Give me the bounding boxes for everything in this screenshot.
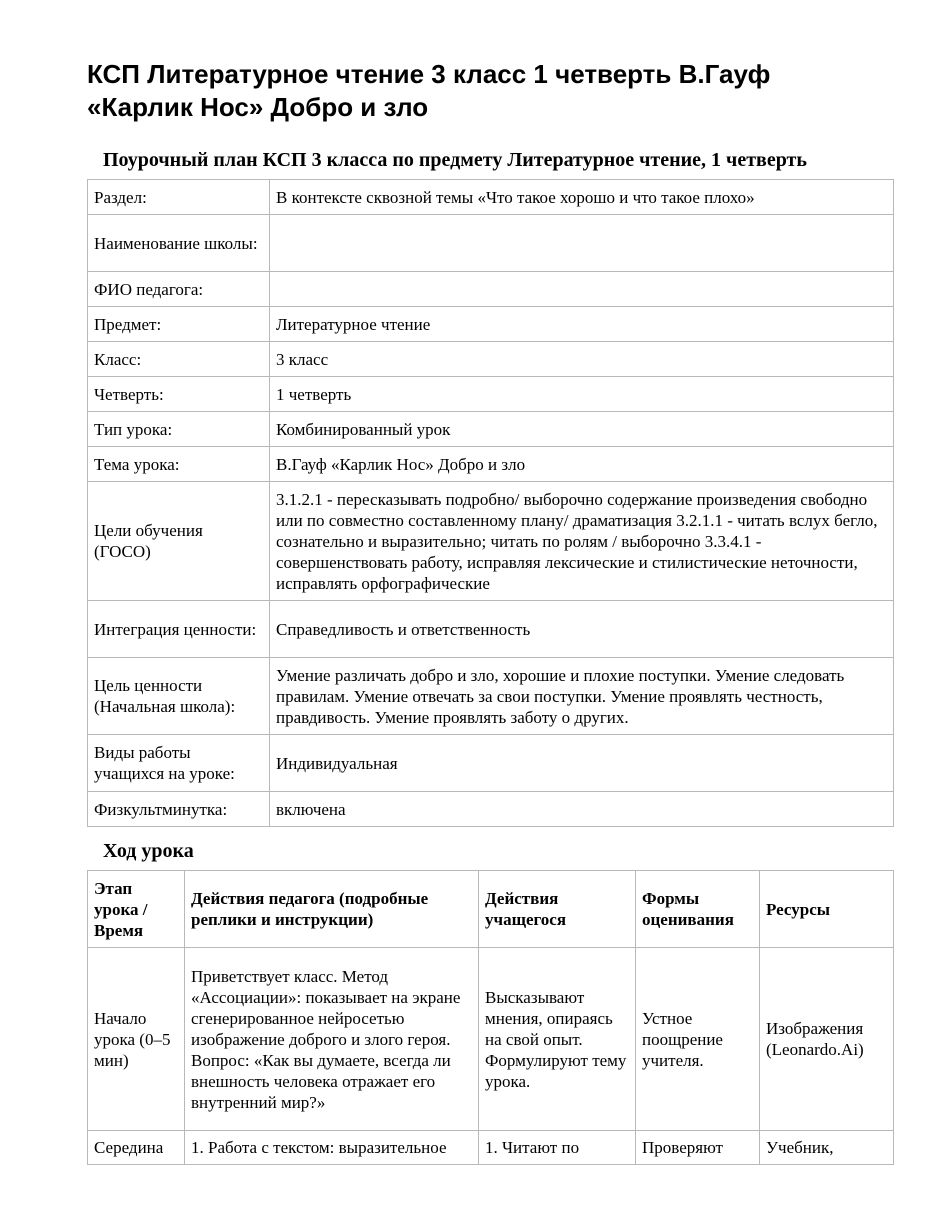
info-label: Наименование школы: <box>88 215 270 272</box>
info-label: Тема урока: <box>88 447 270 482</box>
table-cell: Середина <box>88 1131 185 1165</box>
column-header: Этап урока / Время <box>88 871 185 948</box>
table-cell: Проверяют <box>636 1131 760 1165</box>
info-label: Цели обучения (ГОСО) <box>88 482 270 601</box>
info-value: 1 четверть <box>270 377 894 412</box>
info-value: Индивидуальная <box>270 735 894 792</box>
info-value: Умение различать добро и зло, хорошие и плохие поступки. Умение следовать правилам. Умение отвечать за свои поступки. Умение проявлять честность, правдивость. Умение проявлять заботу о других. <box>270 658 894 735</box>
info-value: В.Гауф «Карлик Нос» Добро и зло <box>270 447 894 482</box>
info-row-school <box>88 215 894 272</box>
info-value: 3.1.2.1 - пересказывать подробно/ выборочно содержание произведения свободно или по совместно составленному плану/ драматизация 3.2.1.1 - читать вслух бегло, сознательно и выразительно; читать по ролям / выборочно 3.3.4.1 - совершенствовать работу, исправляя лексические и стилистические неточности, исправлять орфографические <box>270 482 894 601</box>
info-row-class <box>88 342 894 377</box>
info-label: Виды работы учащихся на уроке: <box>88 735 270 792</box>
info-row-physical-break <box>88 792 894 827</box>
info-row-lesson-type <box>88 412 894 447</box>
lesson-info-table <box>87 179 894 827</box>
info-label: Четверть: <box>88 377 270 412</box>
table-cell: Устное поощрение учителя. <box>636 948 760 1131</box>
info-row-value-integration <box>88 601 894 658</box>
table-cell: Изображения (Leonardo.Ai) <box>760 948 894 1131</box>
column-header: Действия учащегося <box>479 871 636 948</box>
column-header: Действия педагога (подробные реплики и инструкции) <box>185 871 479 948</box>
table-row <box>88 1131 894 1165</box>
info-label: ФИО педагога: <box>88 272 270 307</box>
lesson-progress-table <box>87 870 894 1165</box>
table-header-row <box>88 871 894 948</box>
info-row-learning-goals <box>88 482 894 601</box>
info-label: Тип урока: <box>88 412 270 447</box>
info-row-section <box>88 180 894 215</box>
table-cell: 1. Работа с текстом: выразительное <box>185 1131 479 1165</box>
column-header: Ресурсы <box>760 871 894 948</box>
table-cell: Высказывают мнения, опираясь на свой опыт. Формулируют тему урока. <box>479 948 636 1131</box>
info-label: Предмет: <box>88 307 270 342</box>
table-cell: 1. Читают по <box>479 1131 636 1165</box>
info-row-subject <box>88 307 894 342</box>
info-row-quarter <box>88 377 894 412</box>
info-label: Класс: <box>88 342 270 377</box>
column-header: Формы оценивания <box>636 871 760 948</box>
info-value: 3 класс <box>270 342 894 377</box>
course-heading: Ход урока <box>103 840 194 862</box>
info-label: Цель ценности (Начальная школа): <box>88 658 270 735</box>
document-title: КСП Литературное чтение 3 класс 1 четверть В.Гауф «Карлик Нос» Добро и зло <box>87 59 771 122</box>
info-value: включена <box>270 792 894 827</box>
info-row-teacher <box>88 272 894 307</box>
info-value: Комбинированный урок <box>270 412 894 447</box>
info-label: Физкультминутка: <box>88 792 270 827</box>
info-label: Раздел: <box>88 180 270 215</box>
table-cell: Начало урока (0–5 мин) <box>88 948 185 1131</box>
info-row-work-types <box>88 735 894 792</box>
info-row-lesson-topic <box>88 447 894 482</box>
info-value <box>270 215 894 272</box>
info-value: Справедливость и ответственность <box>270 601 894 658</box>
info-value: Литературное чтение <box>270 307 894 342</box>
plan-heading: Поурочный план КСП 3 класса по предмету Литературное чтение, 1 четверть <box>103 149 807 171</box>
table-cell: Учебник, <box>760 1131 894 1165</box>
info-value <box>270 272 894 307</box>
info-row-value-goal <box>88 658 894 735</box>
info-label: Интеграция ценности: <box>88 601 270 658</box>
table-cell: Приветствует класс. Метод «Ассоциации»: показывает на экране сгенерированное нейросетью изображение доброго и злого героя. Вопрос: «Как вы думаете, всегда ли внешность человека отражает его внутренний мир?» <box>185 948 479 1131</box>
table-row <box>88 948 894 1131</box>
info-value: В контексте сквозной темы «Что такое хорошо и что такое плохо» <box>270 180 894 215</box>
